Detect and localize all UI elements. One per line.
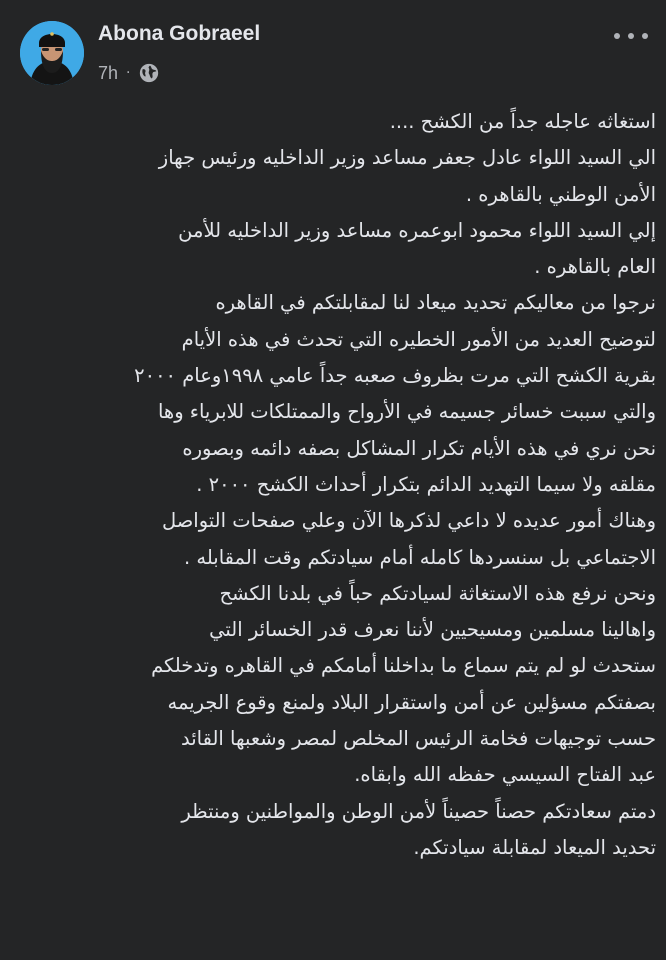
post-text bbox=[10, 104, 656, 866]
post-line: العام بالقاهره . bbox=[534, 255, 656, 279]
post-line: إلي السيد اللواء محمود ابوعمره مساعد وزير الداخليه للأمن bbox=[178, 218, 656, 242]
post-line: بصفتكم مسؤلين عن أمن واستقرار البلاد ولمنع وقوع الجريمه bbox=[167, 690, 656, 714]
post-line: نحن نري في هذه الأيام تكرار المشاكل بصفه دائمه وبصوره bbox=[182, 436, 656, 460]
avatar-image bbox=[20, 21, 84, 85]
post-line: عبد الفتاح السيسي حفظه الله وابقاه. bbox=[354, 763, 656, 787]
post-meta bbox=[98, 60, 160, 86]
more-dot-icon bbox=[628, 33, 634, 39]
post-line: حسب توجيهات فخامة الرئيس المخلص لمصر وشعبها القائد bbox=[180, 727, 656, 751]
post-line: الاجتماعي بل سنسردها كامله أمام سيادتكم وقت المقابله . bbox=[184, 545, 656, 569]
profile-avatar-icon[interactable] bbox=[20, 21, 84, 85]
post-line: وهناك أمور عديده لا داعي لذكرها الآن وعلي صفحات التواصل bbox=[161, 509, 656, 533]
post-line: تحديد الميعاد لمقابلة سيادتكم. bbox=[413, 835, 656, 859]
post-line: لتوضيح العديد من الأمور الخطيره التي تحدث في هذه الأيام bbox=[181, 327, 656, 351]
post-line: الأمن الوطني بالقاهره . bbox=[465, 182, 656, 206]
post-line: بقرية الكشح التي مرت بظروف صعبه جداً عامي ١٩٩٨وعام ٢٠٠٠ bbox=[134, 364, 656, 388]
more-options-button[interactable] bbox=[614, 26, 648, 46]
post-line: ستحدث لو لم يتم سماع ما بداخلنا أمامكم في القاهره وتدخلكم bbox=[151, 654, 656, 678]
post-header bbox=[0, 0, 666, 96]
post-line: والتي سببت خسائر جسيمه في الأرواح والممتلكات للابرياء وها bbox=[157, 400, 656, 424]
post-line: واهالينا مسلمين ومسيحيين لأننا نعرف قدر الخسائر التي bbox=[209, 618, 656, 642]
more-dot-icon bbox=[642, 33, 648, 39]
globe-icon[interactable] bbox=[138, 62, 160, 84]
post-line: استغاثه عاجله جداً من الكشح .... bbox=[389, 110, 656, 133]
post-line: مقلقه ولا سيما التهديد الدائم بتكرار أحداث الكشح ٢٠٠٠ . bbox=[196, 472, 656, 496]
meta-separator: · bbox=[126, 65, 131, 81]
more-dot-icon bbox=[614, 33, 620, 39]
author-name[interactable]: Abona Gobraeel bbox=[98, 22, 261, 45]
post-line: دمتم سعادتكم حصناً حصيناً لأمن الوطن والمواطنين ومنتظر bbox=[181, 799, 656, 823]
post-line: نرجوا من معاليكم تحديد ميعاد لنا لمقابلتكم في القاهره bbox=[215, 291, 656, 315]
post-line: ونحن نرفع هذه الاستغاثة لسيادتكم حباً في بلدنا الكشح bbox=[219, 581, 656, 605]
post-timestamp[interactable]: 7h bbox=[98, 62, 119, 83]
post-line: الي السيد اللواء عادل جعفر مساعد وزير الداخليه ورئيس جهاز bbox=[158, 146, 656, 170]
